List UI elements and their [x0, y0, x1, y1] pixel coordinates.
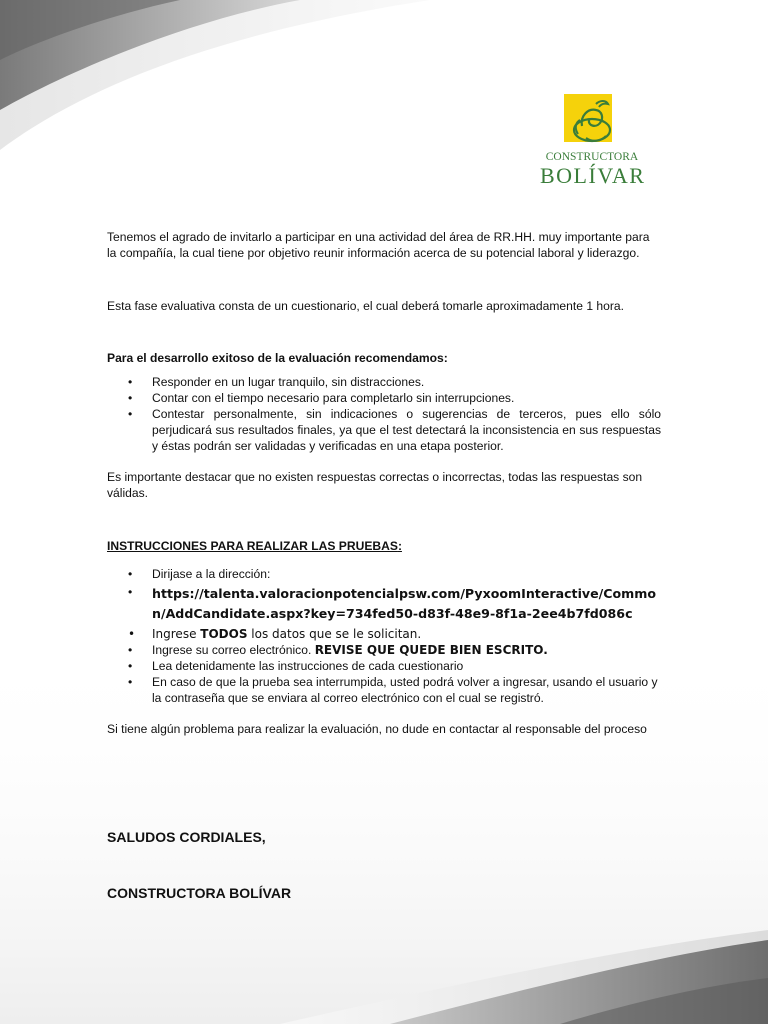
- instructions-heading-text: INSTRUCCIONES PARA REALIZAR LAS PRUEBAS: [107, 539, 398, 553]
- recommendations-heading: Para el desarrollo exitoso de la evaluación recomendamos:: [107, 351, 448, 365]
- contact-paragraph: Si tiene algún problema para realizar la evaluación, no dude en contactar al responsable del proceso: [107, 722, 647, 736]
- duration-paragraph: Esta fase evaluativa consta de un cuestionario, el cual deberá tomarle aproximadamente 1 hora.: [107, 299, 624, 313]
- note-paragraph: Es importante destacar que no existen respuestas correctas o incorrectas, todas las respuestas son válidas.: [107, 470, 643, 500]
- instructions-list: [107, 566, 661, 706]
- list-item: • En caso de que la prueba sea interrumpida, usted podrá volver a ingresar, usando el usuario y la contraseña que se enviara al correo electrónico con el cual se registró.: [107, 674, 661, 706]
- recommendations-list: [107, 374, 661, 454]
- list-item: • Responder en un lugar tranquilo, sin distracciones.: [107, 374, 661, 390]
- item4-pre: Ingrese su correo electrónico.: [152, 643, 315, 657]
- instructions-heading: [107, 538, 661, 554]
- instructions-heading-colon: :: [397, 539, 402, 553]
- list-item: [107, 642, 661, 658]
- list-item: [107, 626, 661, 642]
- list-item: • Dirijase a la dirección:: [107, 566, 661, 582]
- greeting: SALUDOS CORDIALES,: [107, 829, 266, 845]
- intro-paragraph: Tenemos el agrado de invitarlo a participar en una actividad del área de RR.HH. muy importante para la compañía, la cual tiene por objetivo reunir información acerca de su potencial laboral y liderazgo.: [107, 230, 650, 260]
- list-item: [107, 584, 661, 624]
- logo-line1: CONSTRUCTORA: [545, 151, 639, 163]
- item3-pre: Ingrese: [152, 627, 201, 641]
- item4-bold: REVISE QUE QUEDE BIEN ESCRITO.: [314, 643, 548, 657]
- item3-post: los datos que se le solicitan.: [247, 627, 422, 641]
- signature: CONSTRUCTORA BOLÍVAR: [107, 885, 292, 901]
- test-url-link[interactable]: https://talenta.valoracionpotencialpsw.com/PyxoomInteractive/Common/AddCandidate.aspx?key=734fed50-d83f-48e9-8f1a-2ee4b7fd086c: [152, 586, 657, 621]
- logo-line2: BOLÍVAR: [540, 163, 646, 188]
- list-item: • Contar con el tiempo necesario para completarlo sin interrupciones.: [107, 390, 661, 406]
- company-logo: [540, 92, 644, 188]
- list-item: • Lea detenidamente las instrucciones de cada cuestionario: [107, 658, 661, 674]
- letter-body: [107, 229, 661, 737]
- item3-bold: TODOS: [200, 627, 248, 641]
- list-item: • Contestar personalmente, sin indicaciones o sugerencias de terceros, pues ello sólo perjudicará sus resultados finales, ya que el test detectará la inconsistencia en sus respuestas y éstas podrán ser validadas y verificadas en una etapa posterior.: [107, 406, 661, 454]
- logo-emblem-icon: [556, 92, 628, 150]
